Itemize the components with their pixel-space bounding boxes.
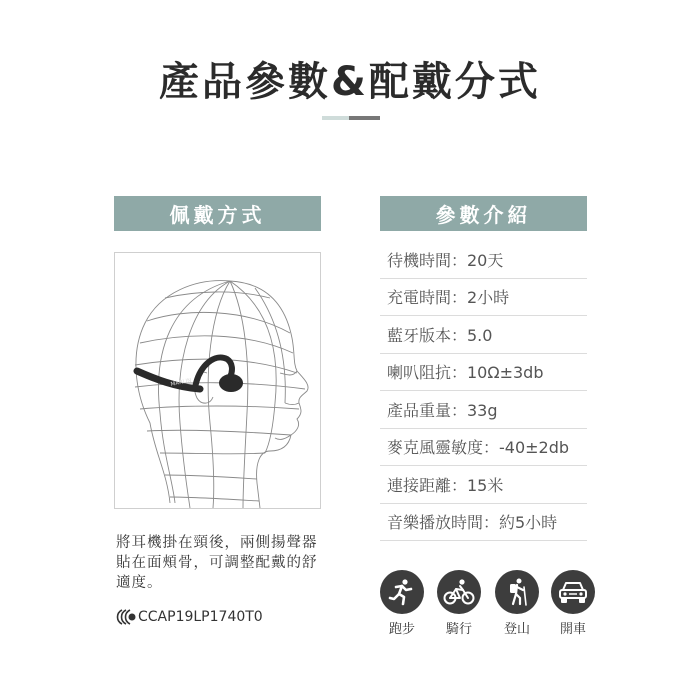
activity-label: 登山 bbox=[503, 622, 530, 637]
page-title: 產品參數&配戴分式 bbox=[159, 59, 541, 105]
spec-banner: 參數介紹 bbox=[380, 196, 587, 231]
wearing-illustration bbox=[114, 252, 321, 509]
certification-number: CCAP19LP1740T0 bbox=[138, 609, 263, 625]
activity-hiking bbox=[493, 570, 541, 637]
activity-cycling bbox=[435, 570, 483, 637]
activity-running bbox=[378, 570, 426, 637]
earphone-brand-text: MARLIN bbox=[170, 377, 193, 388]
spec-list bbox=[380, 241, 587, 541]
title-underline-light bbox=[322, 116, 349, 120]
activity-label: 開車 bbox=[559, 622, 586, 637]
wireframe-head-illustration bbox=[115, 253, 320, 508]
wear-method-banner: 佩戴方式 bbox=[114, 196, 321, 231]
hiking-icon bbox=[495, 570, 539, 614]
spec-speaker-impedance: 喇叭阻抗：10Ω±3db bbox=[380, 354, 587, 392]
car-icon bbox=[551, 570, 595, 614]
activity-label: 騎行 bbox=[445, 622, 472, 637]
spec-standby-time: 待機時間：20天 bbox=[380, 241, 587, 279]
spec-weight: 產品重量：33g bbox=[380, 391, 587, 429]
cycling-icon bbox=[437, 570, 481, 614]
spec-music-playtime: 音樂播放時間：約5小時 bbox=[380, 504, 587, 542]
wear-description: 將耳機掛在頸後，兩側揚聲器貼在面頰骨，可調整配戴的舒適度。 bbox=[116, 535, 318, 591]
activity-driving bbox=[549, 570, 597, 637]
activity-label: 跑步 bbox=[388, 622, 415, 637]
title-underline-dark bbox=[349, 116, 380, 120]
spec-bluetooth-version: 藍牙版本：5.0 bbox=[380, 316, 587, 354]
spec-connection-range: 連接距離：15米 bbox=[380, 466, 587, 504]
certification bbox=[114, 608, 263, 626]
spec-charge-time: 充電時間：2小時 bbox=[380, 279, 587, 317]
ncc-certification-icon bbox=[114, 608, 136, 626]
running-icon bbox=[380, 570, 424, 614]
spec-mic-sensitivity: 麥克風靈敏度：-40±2db bbox=[380, 429, 587, 467]
